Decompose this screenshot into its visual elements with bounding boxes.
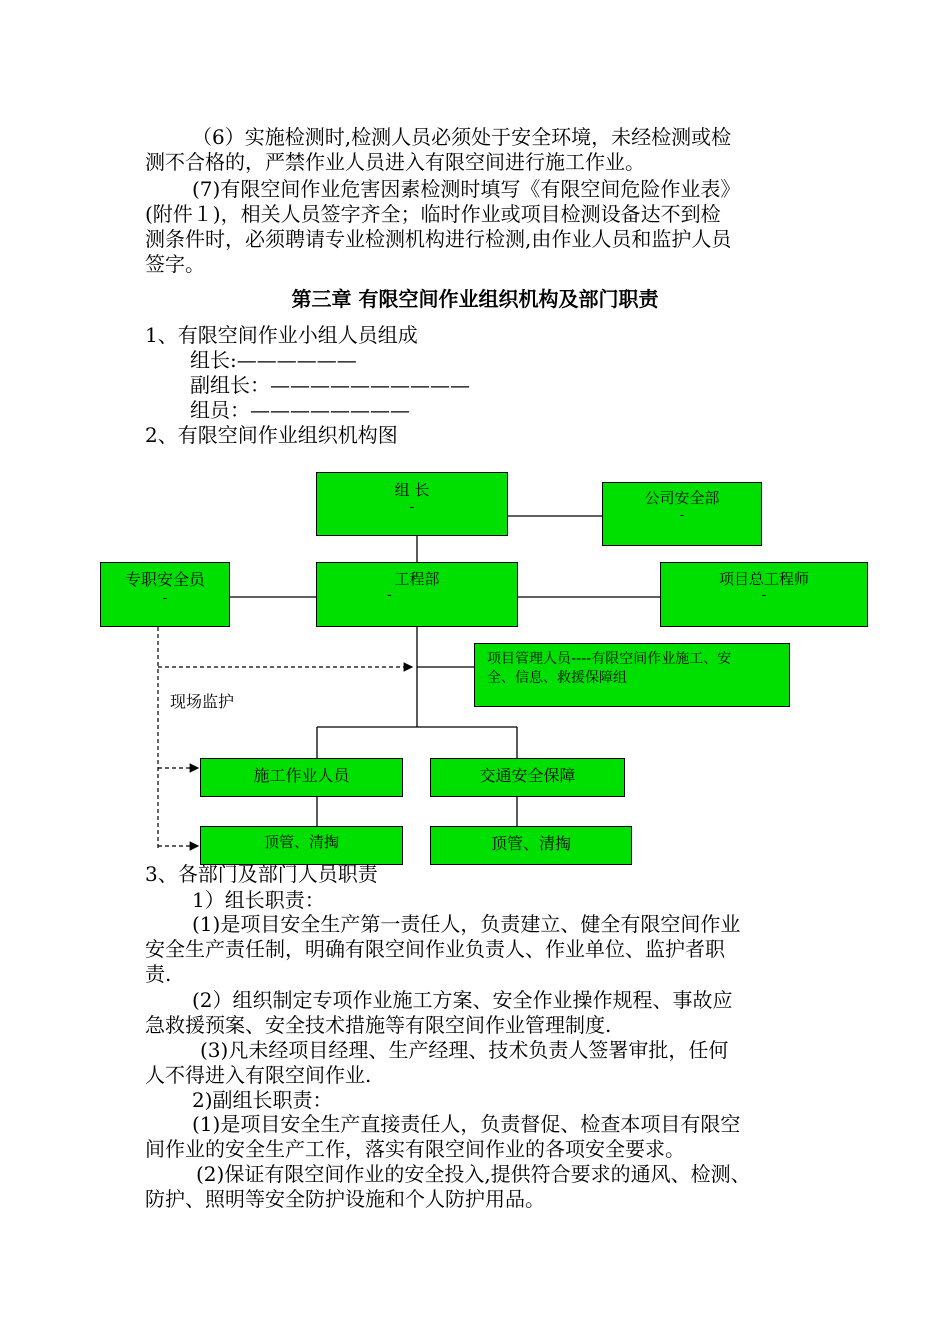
leader-duty-1-line-1: (1)是项目安全生产第一责任人，负责建立、健全有限空间作业: [192, 912, 741, 936]
leader-duty-2-line-1: (2）组织制定专项作业施工方案、安全作业操作规程、事故应: [192, 988, 733, 1012]
box-project-management-line-2: 全、信息、救援保障组: [487, 670, 627, 686]
box-group-leader: [316, 472, 508, 536]
box-pipe-jacking-1: [200, 826, 403, 865]
box-company-safety: [602, 482, 762, 546]
box-pipe-jacking-2: [430, 826, 632, 865]
box-pipe-jacking-2-label: 顶管、清掏: [490, 834, 571, 853]
box-company-safety-label: 公司安全部: [644, 489, 720, 507]
deputy-duties-title: 2)副组长职责：: [192, 1088, 333, 1112]
section-3-title: 3、各部门及部门人员职责: [145, 862, 378, 886]
deputy-leader-line: 副组长：——————————: [190, 373, 470, 397]
deputy-duty-1-line-2: 间作业的安全生产工作，落实有限空间作业的各项安全要求。: [145, 1137, 685, 1161]
box-pipe-jacking-1-label: 顶管、清掏: [263, 833, 339, 851]
leader-duties-title: 1）组长职责：: [192, 888, 325, 912]
box-chief-engineer-dash: -: [761, 588, 767, 603]
box-project-management-line-1: 项目管理人员----有限空间作业施工、安: [487, 651, 732, 667]
leader-duty-1-line-3: 责.: [145, 962, 172, 986]
para-7-line-1: (7)有限空间作业危害因素检测时填写《有限空间危险作业表》: [192, 177, 741, 201]
box-engineering: [316, 562, 518, 627]
section-1-title: 1、有限空间作业小组人员组成: [145, 323, 418, 347]
box-chief-engineer-label: 项目总工程师: [718, 570, 809, 588]
para-7-line-2: (附件１)，相关人员签字齐全；临时作业或项目检测设备达不到检: [145, 202, 721, 226]
box-full-time-safety-label: 专职安全员: [124, 570, 205, 589]
deputy-duty-2-line-1: (2)保证有限空间作业的安全投入,提供符合要求的通风、检测、: [196, 1162, 751, 1186]
deputy-duty-1-line-1: (1)是项目安全生产直接责任人，负责督促、检查本项目有限空: [192, 1112, 741, 1136]
box-group-leader-dash: -: [409, 500, 415, 515]
para-7-line-4: 签字。: [145, 252, 205, 276]
box-traffic-safety: [430, 758, 625, 797]
box-chief-engineer: [660, 562, 868, 627]
leader-duty-2-line-2: 急救援预案、安全技术措施等有限空间作业管理制度.: [145, 1013, 612, 1037]
box-construction-workers: [200, 758, 403, 797]
leader-duty-3-line-1: (3)凡未经项目经理、生产经理、技术负责人签署审批，任何: [200, 1038, 729, 1062]
onsite-monitor-label: 现场监护: [170, 692, 235, 711]
members-line: 组员：————————: [190, 398, 410, 422]
leader-duty-1-line-2: 安全生产责任制，明确有限空间作业负责人、作业单位、监护者职: [145, 937, 725, 961]
box-engineering-dash: -: [387, 588, 392, 603]
para-6-line-1: （6）实施检测时,检测人员必须处于安全环境，未经检测或检: [192, 125, 732, 149]
box-full-time-safety-dash: -: [162, 591, 168, 606]
chapter-title: 第三章 有限空间作业组织机构及部门职责: [291, 287, 659, 311]
box-full-time-safety: [100, 562, 230, 627]
box-traffic-safety-label: 交通安全保障: [479, 766, 576, 785]
para-6-line-2: 测不合格的，严禁作业人员进入有限空间进行施工作业。: [145, 150, 645, 174]
box-construction-workers-label: 施工作业人员: [253, 766, 350, 785]
box-group-leader-label: 组 长: [394, 481, 430, 499]
leader-duty-3-line-2: 人不得进入有限空间作业.: [145, 1063, 372, 1087]
group-leader-line: 组长:——————: [190, 348, 357, 372]
box-project-management: [474, 643, 790, 707]
box-engineering-label: 工程部: [394, 570, 440, 588]
deputy-duty-2-line-2: 防护、照明等安全防护设施和个人防护用品。: [145, 1187, 545, 1211]
para-7-line-3: 测条件时，必须聘请专业检测机构进行检测,由作业人员和监护人员: [145, 227, 732, 251]
box-company-safety-dash: -: [679, 508, 685, 523]
section-2-title: 2、有限空间作业组织机构图: [145, 423, 398, 447]
